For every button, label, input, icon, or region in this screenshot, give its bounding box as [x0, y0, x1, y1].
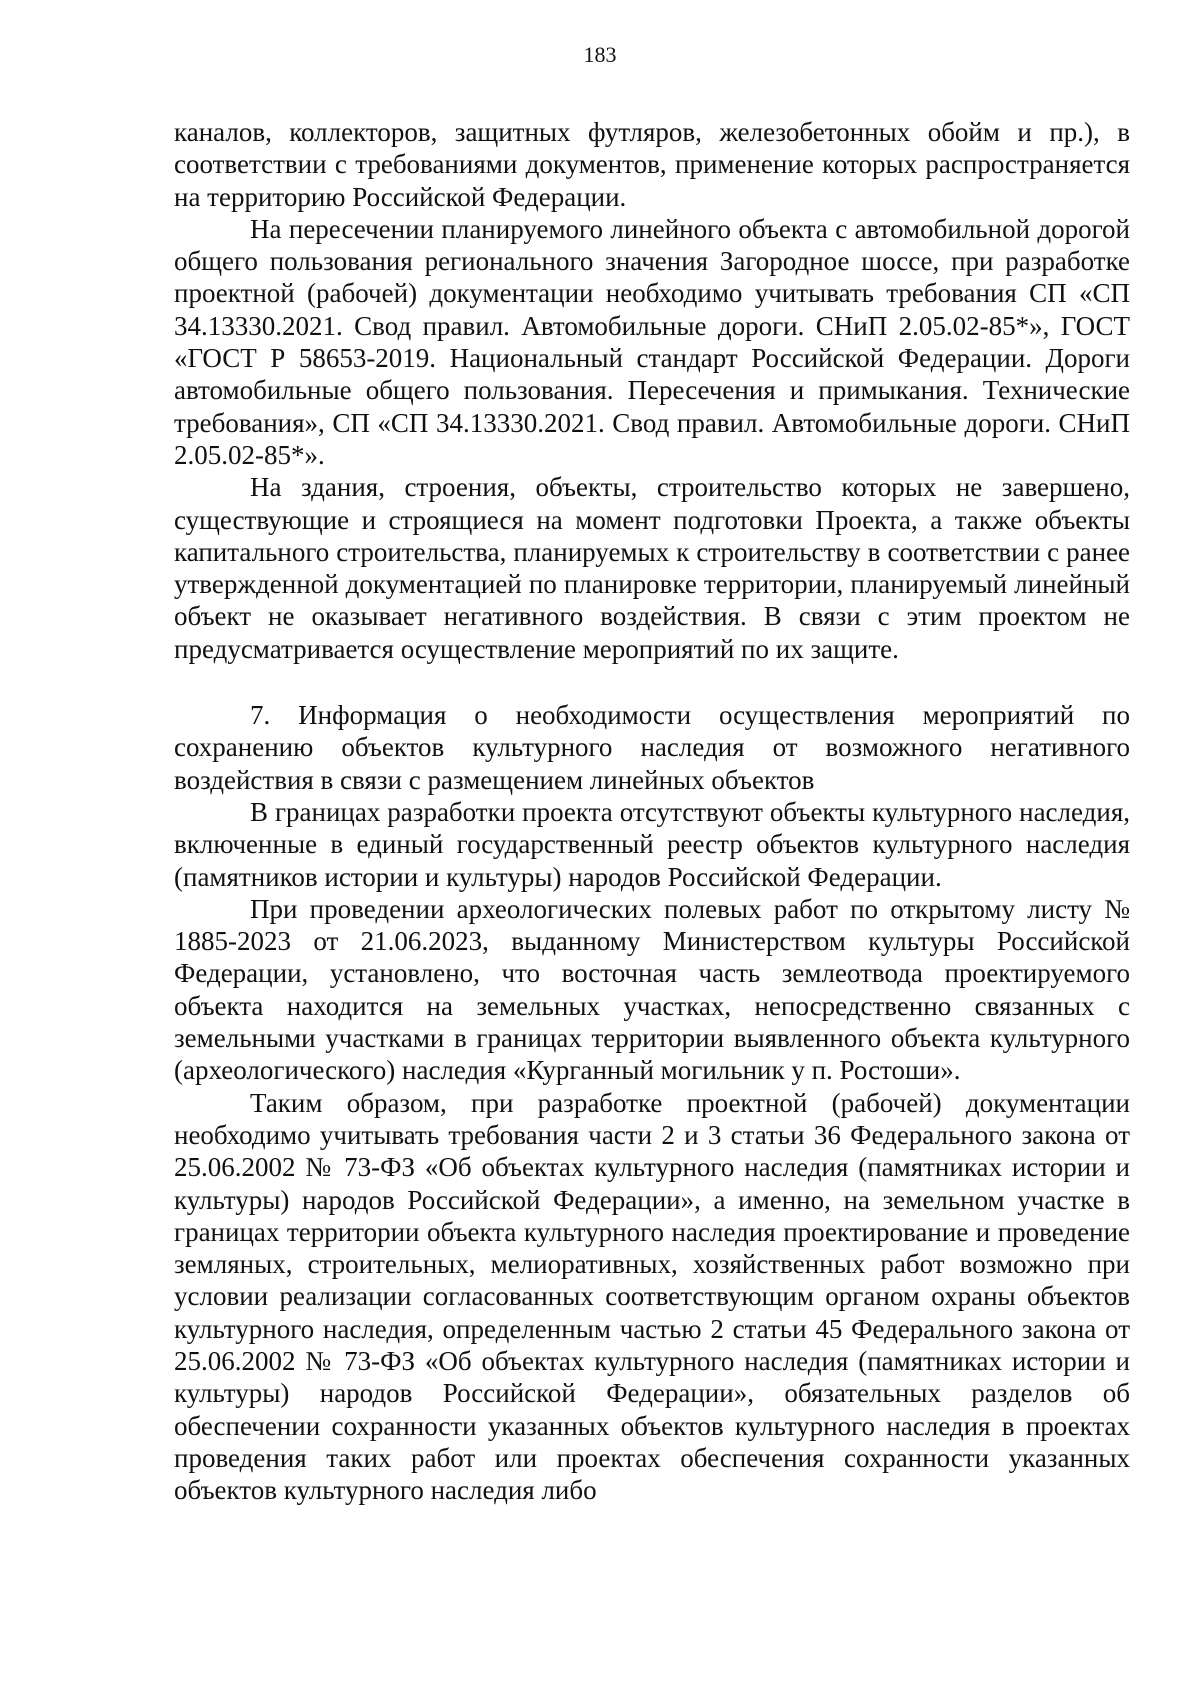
- paragraph-buildings-impact: На здания, строения, объекты, строительство которых не завершено, существующие и строящиеся на момент подготовки Проекта, а также объекты капитального строительства, планируемых к строительству в соответствии с ранее утвержденной документацией по планировке территории, планируемый линейный объект не оказывает негативного воздействия. В связи с этим проектом не предусматривается осуществление мероприятий по их защите.: [174, 472, 1130, 664]
- paragraph-road-crossing: На пересечении планируемого линейного объекта с автомобильной дорогой общего пользования регионального значения Загородное шоссе, при разработке проектной (рабочей) документации необходимо учитывать требования СП «СП 34.13330.2021. Свод правил. Автомобильные дороги. СНиП 2.05.02-85*», ГОСТ «ГОСТ Р 58653-2019. Национальный стандарт Российской Федерации. Дороги автомобильные общего пользования. Пересечения и примыкания. Технические требования», СП «СП 34.13330.2021. Свод правил. Автомобильные дороги. СНиП 2.05.02-85*».: [174, 213, 1130, 470]
- paragraph-archaeological-works: При проведении археологических полевых работ по открытому листу № 1885-2023 от 21.06.2023, выданному Министерством культуры Российской Федерации, установлено, что восточная часть землеотвода проектируемого объекта находится на земельных участках, непосредственно связанных с земельными участками в границах территории выявленного объекта культурного (археологического) наследия «Курганный могильник у п. Ростоши».: [174, 893, 1130, 1086]
- paragraph-continuation: каналов, коллекторов, защитных футляров, железобетонных обойм и пр.), в соответствии с требованиями документов, применение которых распространяется на территорию Российской Федерации.: [174, 117, 1130, 212]
- page-number: 183: [583, 42, 617, 67]
- paragraph-no-heritage-objects: В границах разработки проекта отсутствуют объекты культурного наследия, включенные в единый государственный реестр объектов культурного наследия (памятников истории и культуры) народов Российской Федерации.: [174, 796, 1130, 892]
- section-heading-7: 7. Информация о необходимости осуществления мероприятий по сохранению объектов культурного наследия от возможного негативного воздействия в связи с размещением линейных объектов: [174, 700, 1130, 795]
- paragraph-legal-requirements: Таким образом, при разработке проектной (рабочей) документации необходимо учитывать требования части 2 и 3 статьи 36 Федерального закона от 25.06.2002 № 73-ФЗ «Об объектах культурного наследия (памятниках истории и культуры) народов Российской Федерации», а именно, на земельном участке в границах территории объекта культурного наследия проектирование и проведение земляных, строительных, мелиоративных, хозяйственных работ возможно при условии реализации согласованных соответствующим органом охраны объектов культурного наследия, определенным частью 2 статьи 45 Федерального закона от 25.06.2002 № 73-ФЗ «Об объектах культурного наследия (памятниках истории и культуры) народов Российской Федерации», обязательных разделов об обеспечении сохранности указанных объектов культурного наследия в проектах проведения таких работ или проектах обеспечения сохранности указанных объектов культурного наследия либо: [174, 1087, 1130, 1506]
- document-body: [174, 116, 1130, 1506]
